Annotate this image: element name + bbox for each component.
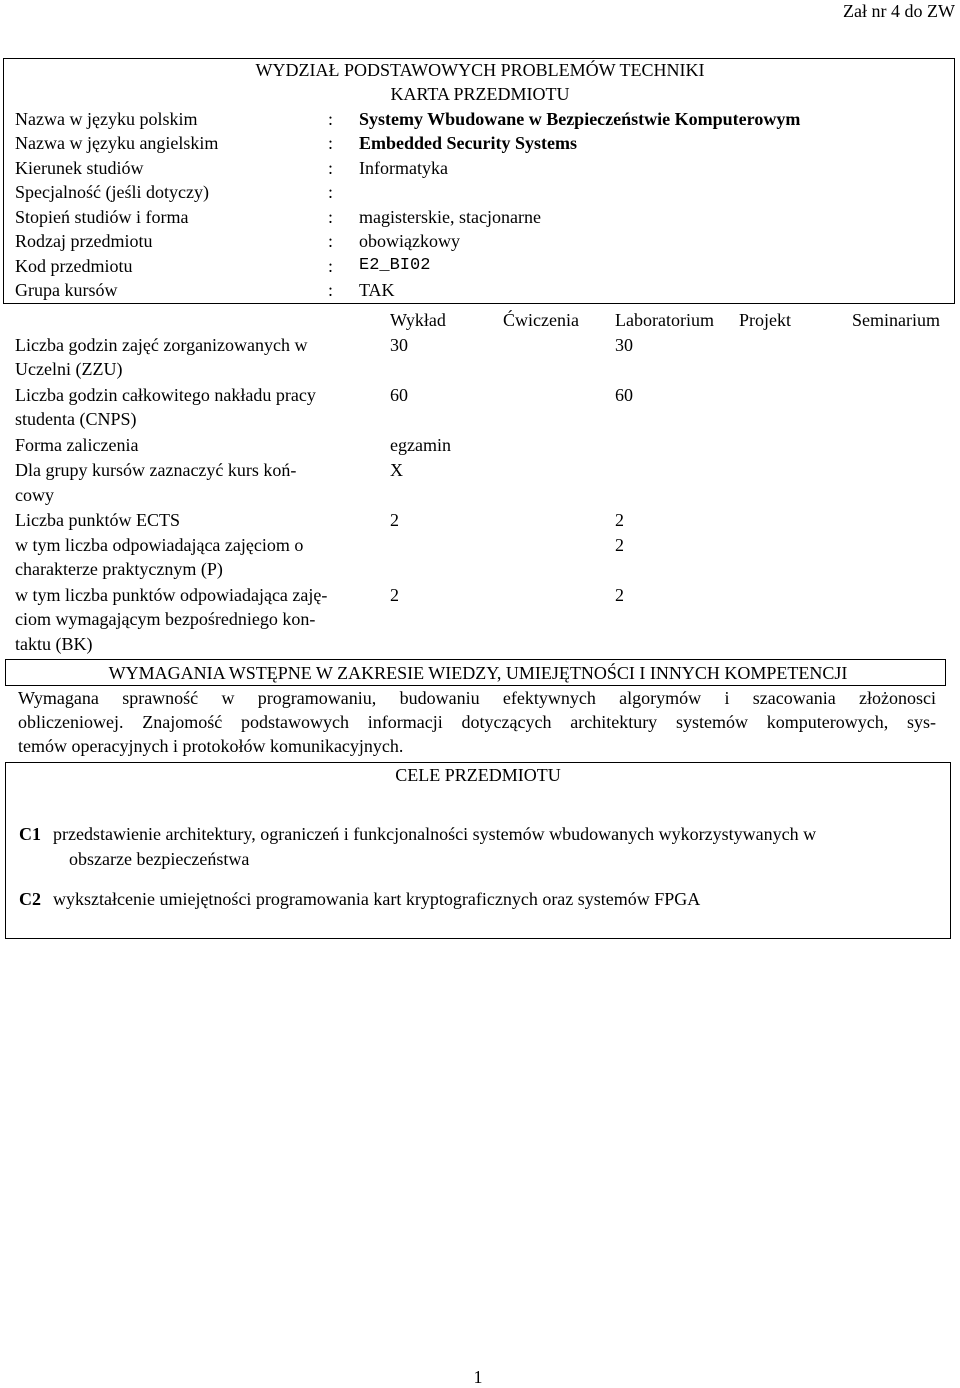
info-label-degree: Stopień studiów i forma xyxy=(15,207,189,227)
info-label-polish-name: Nazwa w języku polskim xyxy=(15,109,198,129)
header-laboratory: Laboratorium xyxy=(615,310,714,330)
info-colon: : xyxy=(328,109,334,129)
row-label: Dla grupy kursów zaznaczyć kurs koń- xyxy=(15,460,297,480)
requirements-line: Wymagana sprawność w programowaniu, budowaniu efektywnych algorymów i szacowania złożonosci xyxy=(18,688,936,708)
header-lecture: Wykład xyxy=(390,310,446,330)
info-value-degree: magisterskie, stacjonarne xyxy=(359,207,541,227)
row-label: taktu (BK) xyxy=(15,634,93,654)
cell-lecture: 2 xyxy=(390,585,399,605)
row-label: charakterze praktycznym (P) xyxy=(15,559,223,579)
requirements-line: obliczeniowej. Znajomość podstawowych informacji dotyczących architektury systemów komputerowych, sys- xyxy=(18,712,936,732)
row-label: studenta (CNPS) xyxy=(15,409,137,429)
info-value-field: Informatyka xyxy=(359,158,448,178)
info-value-type: obowiązkowy xyxy=(359,231,460,251)
row-label: ciom wymagającym bezpośredniego kon- xyxy=(15,609,316,629)
goal-text: obszarze bezpieczeństwa xyxy=(69,849,250,869)
info-value-group: TAK xyxy=(359,280,395,300)
info-label-type: Rodzaj przedmiotu xyxy=(15,231,153,251)
cell-laboratory: 30 xyxy=(615,335,633,355)
info-colon: : xyxy=(328,207,334,227)
cell-lecture: egzamin xyxy=(390,435,451,455)
goal-code: C1 xyxy=(19,824,41,844)
page-number: 1 xyxy=(473,1367,483,1387)
info-colon: : xyxy=(328,256,334,276)
cell-lecture: 60 xyxy=(390,385,408,405)
info-value-code: E2_BI02 xyxy=(359,256,431,275)
goals-title: CELE PRZEDMIOTU xyxy=(395,765,561,785)
header-seminar: Seminarium xyxy=(852,310,940,330)
row-label: Liczba godzin zajęć zorganizowanych w xyxy=(15,335,308,355)
info-value-polish-name: Systemy Wbudowane w Bezpieczeństwie Komputerowym xyxy=(359,109,801,129)
info-label-specialty: Specjalność (jeśli dotyczy) xyxy=(15,182,209,202)
row-label: Liczba godzin całkowitego nakładu pracy xyxy=(15,385,316,405)
cell-laboratory: 2 xyxy=(615,535,624,555)
info-colon: : xyxy=(328,133,334,153)
goal-text: wykształcenie umiejętności programowania kart kryptograficznych oraz systemów FPGA xyxy=(53,889,701,909)
row-label: Liczba punktów ECTS xyxy=(15,510,180,530)
cell-lecture: X xyxy=(390,460,403,480)
info-label-code: Kod przedmiotu xyxy=(15,256,133,276)
row-label: cowy xyxy=(15,485,54,505)
info-colon: : xyxy=(328,280,334,300)
info-label-group: Grupa kursów xyxy=(15,280,118,300)
cell-lecture: 2 xyxy=(390,510,399,530)
row-label: Forma zaliczenia xyxy=(15,435,139,455)
header-exercises: Ćwiczenia xyxy=(503,310,579,330)
info-value-english-name: Embedded Security Systems xyxy=(359,133,578,153)
row-label: w tym liczba odpowiadająca zajęciom o xyxy=(15,535,304,555)
info-label-field: Kierunek studiów xyxy=(15,158,144,178)
cell-laboratory: 60 xyxy=(615,385,633,405)
goal-code: C2 xyxy=(19,889,41,909)
info-label-english-name: Nazwa w języku angielskim xyxy=(15,133,219,153)
requirements-title: WYMAGANIA WSTĘPNE W ZAKRESIE WIEDZY, UMIEJĘTNOŚCI I INNYCH KOMPETENCJI xyxy=(108,663,848,683)
annex-label: Zał nr 4 do ZW xyxy=(843,1,955,21)
info-colon: : xyxy=(328,182,334,202)
goal-text: przedstawienie architektury, ograniczeń i funkcjonalności systemów wbudowanych wykorzystywanych w xyxy=(53,824,817,844)
row-label: w tym liczba punktów odpowiadająca zaję- xyxy=(15,585,328,605)
row-label: Uczelni (ZZU) xyxy=(15,359,123,379)
card-title: KARTA PRZEDMIOTU xyxy=(390,84,570,104)
info-colon: : xyxy=(328,158,334,178)
cell-laboratory: 2 xyxy=(615,585,624,605)
cell-laboratory: 2 xyxy=(615,510,624,530)
cell-lecture: 30 xyxy=(390,335,408,355)
requirements-line: temów operacyjnych i protokołów komunikacyjnych. xyxy=(18,736,404,756)
info-colon: : xyxy=(328,231,334,251)
faculty-title: WYDZIAŁ PODSTAWOWYCH PROBLEMÓW TECHNIKI xyxy=(255,60,705,80)
header-project: Projekt xyxy=(739,310,791,330)
